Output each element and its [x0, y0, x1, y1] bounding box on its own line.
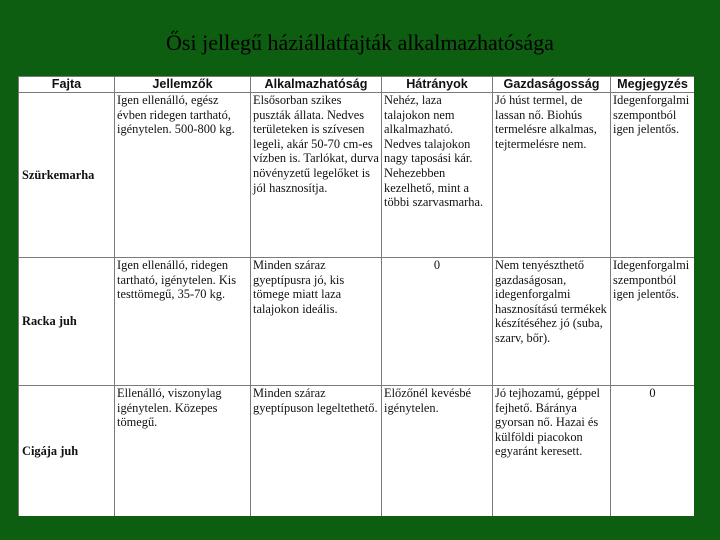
cell-jellemzok: Igen ellenálló, egész évben ridegen tartható, igénytelen. 500-800 kg.: [115, 93, 251, 258]
cell-gazdasagossag: Jó húst termel, de lassan nő. Biohús termelésre alkalmas, tejtermelésre nem.: [493, 93, 611, 258]
breeds-table: [18, 76, 694, 516]
header-alkalmazhatosag: Alkalmazhatóság: [251, 77, 382, 93]
header-hatranyok: Hátrányok: [382, 77, 493, 93]
cell-jellemzok: Ellenálló, viszonylag igénytelen. Közepes tömegű.: [115, 386, 251, 517]
cell-alkalmazhatosag: Elsősorban szikes puszták állata. Nedves területeken is szívesen legeli, akár 50-70 cm-es vízben is. Tarlókat, durva növényzetű legelőket is jól hasznosítja.: [251, 93, 382, 258]
table-row: [19, 258, 695, 386]
cell-megjegyzes: Idegenforgalmi szempontból igen jelentős.: [611, 93, 695, 258]
cell-alkalmazhatosag: Minden száraz gyeptípuson legeltethető.: [251, 386, 382, 517]
cell-hatranyok: 0: [382, 258, 493, 386]
cell-fajta: Szürkemarha: [19, 93, 115, 258]
cell-hatranyok: Nehéz, laza talajokon nem alkalmazható. Nedves talajokon nagy taposási kár. Nehezebben kezelhető, mint a többi szarvasmarha.: [382, 93, 493, 258]
cell-jellemzok: Igen ellenálló, ridegen tartható, igénytelen. Kis testtömegű, 35-70 kg.: [115, 258, 251, 386]
cell-megjegyzes: 0: [611, 386, 695, 517]
header-megjegyzes: Megjegyzés: [611, 77, 695, 93]
header-jellemzok: Jellemzők: [115, 77, 251, 93]
table-row: [19, 93, 695, 258]
cell-hatranyok: Előzőnél kevésbé igénytelen.: [382, 386, 493, 517]
cell-fajta: Cigája juh: [19, 386, 115, 517]
table-row: [19, 386, 695, 517]
cell-gazdasagossag: Jó tejhozamú, géppel fejhető. Báránya gyorsan nő. Hazai és külföldi piacokon egyaránt keresett.: [493, 386, 611, 517]
header-fajta: Fajta: [19, 77, 115, 93]
cell-megjegyzes: Idegenforgalmi szempontból igen jelentős.: [611, 258, 695, 386]
cell-fajta: Racka juh: [19, 258, 115, 386]
cell-alkalmazhatosag: Minden száraz gyeptípusra jó, kis tömege miatt laza talajokon ideális.: [251, 258, 382, 386]
cell-gazdasagossag: Nem tenyészthető gazdaságosan, idegenforgalmi hasznosítású termékek készítéséhez jó (suba, szarv, bőr).: [493, 258, 611, 386]
table-header-row: [19, 77, 695, 93]
header-gazdasagossag: Gazdaságosság: [493, 77, 611, 93]
slide-title: Ősi jellegű háziállatfajták alkalmazhatósága: [166, 30, 554, 55]
breeds-table-container: [18, 76, 694, 516]
